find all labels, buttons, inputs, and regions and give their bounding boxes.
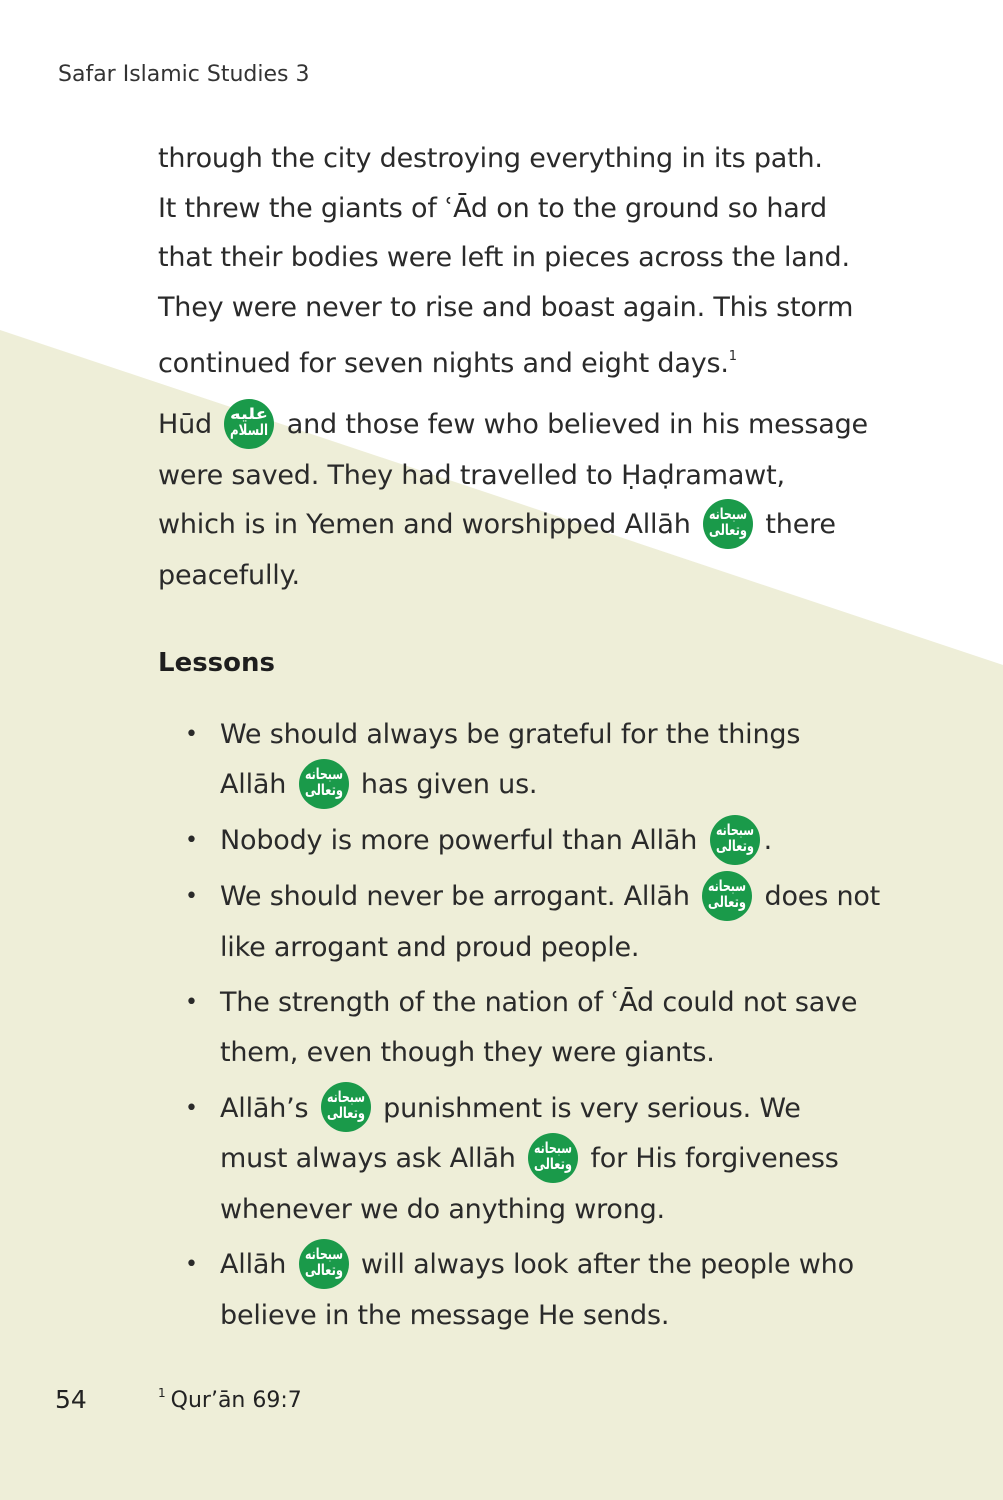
seal-calligraphy (703, 499, 753, 549)
text-fragment: which is in Yemen and worshipped Allāh (158, 509, 691, 541)
seal-calligraphy (224, 399, 274, 449)
text-line: We should always be grateful for the things (220, 719, 801, 750)
text-line: through the city destroying everything in its path. (158, 143, 823, 174)
text-line (158, 500, 878, 551)
text-line: that their bodies were left in pieces across the land. (158, 242, 850, 274)
svg-text:سبحانه: سبحانه (534, 1138, 573, 1157)
text-line (220, 1240, 905, 1291)
text-line-content: continued for seven nights and eight days. (158, 348, 729, 380)
bullet-icon: • (185, 1252, 198, 1277)
svg-text:سبحانه: سبحانه (715, 820, 754, 839)
text-fragment: for His forgiveness (590, 1143, 839, 1174)
lesson-item (185, 816, 905, 867)
bullet-icon: • (185, 884, 198, 909)
svg-text:سبحانه: سبحانه (304, 1244, 343, 1263)
subhanahu-seal-icon (299, 1239, 349, 1289)
story-paragraph-1 (158, 134, 878, 389)
text-fragment: Allāh (220, 769, 287, 800)
lessons-heading: Lessons (158, 648, 275, 678)
footnote-number: 1 (158, 1386, 166, 1400)
text-fragment: We should never be arrogant. Allāh (220, 881, 690, 912)
seal-calligraphy (702, 871, 752, 921)
text-line: They were never to rise and boast again. This storm (158, 291, 854, 323)
svg-text:سبحانه: سبحانه (304, 764, 343, 783)
text-line (220, 1084, 905, 1135)
text-line: were saved. They had travelled to Ḥaḍramawt, (158, 459, 785, 491)
seal-calligraphy (321, 1082, 371, 1132)
lessons-list (185, 710, 905, 1346)
svg-text:وتعالى: وتعالى (709, 520, 748, 539)
svg-text:وتعالى: وتعالى (715, 836, 754, 855)
bullet-icon: • (185, 990, 198, 1015)
lesson-item (185, 1240, 905, 1341)
svg-text:عليه: عليه (230, 404, 269, 423)
svg-text:سبحانه: سبحانه (709, 504, 748, 523)
bullet-icon: • (185, 722, 198, 747)
lesson-item (185, 978, 905, 1078)
subhanahu-seal-icon (702, 871, 752, 921)
page-number: 54 (55, 1385, 87, 1414)
svg-text:وتعالى: وتعالى (304, 780, 343, 799)
seal-calligraphy (299, 1239, 349, 1289)
lesson-item (185, 710, 905, 811)
text-line (158, 332, 878, 389)
text-fragment: Nobody is more powerful than Allāh (220, 825, 698, 856)
text-line (220, 816, 905, 867)
story-paragraph-2 (158, 400, 878, 600)
footnote-reference: 1 (728, 349, 737, 365)
svg-text:وتعالى: وتعالى (708, 892, 747, 911)
text-line (220, 872, 905, 923)
seal-calligraphy (299, 759, 349, 809)
text-fragment: must always ask Allāh (220, 1143, 516, 1174)
text-fragment: does not (764, 881, 881, 912)
footnote-text: Qur’ān 69:7 (170, 1388, 302, 1413)
seal-calligraphy (528, 1133, 578, 1183)
text-line: like arrogant and proud people. (220, 931, 640, 963)
text-line: believe in the message He sends. (220, 1299, 670, 1331)
bullet-icon: • (185, 1095, 198, 1121)
text-fragment: has given us. (360, 769, 538, 800)
text-fragment: will always look after the people who (360, 1249, 854, 1280)
footnote (158, 1386, 302, 1413)
alayhi-salam-seal-icon (224, 399, 274, 449)
svg-text:وتعالى: وتعالى (304, 1260, 343, 1279)
svg-text:سبحانه: سبحانه (326, 1088, 365, 1106)
text-fragment: Hūd (158, 409, 212, 440)
lesson-item (185, 872, 905, 973)
text-line: It threw the giants of ʿĀd on to the ground so hard (158, 192, 827, 224)
subhanahu-seal-icon (321, 1082, 371, 1132)
bullet-icon: • (185, 828, 198, 853)
svg-text:وتعالى: وتعالى (326, 1104, 365, 1122)
subhanahu-seal-icon (703, 499, 753, 549)
lesson-item (185, 1084, 905, 1235)
text-fragment: . (763, 825, 772, 856)
svg-text:وتعالى: وتعالى (534, 1154, 573, 1173)
svg-text:السلام: السلام (230, 420, 269, 439)
text-line: them, even though they were giants. (220, 1037, 715, 1068)
text-fragment: Allāh (220, 1249, 287, 1280)
subhanahu-seal-icon (710, 815, 760, 865)
svg-text:سبحانه: سبحانه (708, 876, 747, 895)
text-line (158, 400, 878, 451)
text-fragment: punishment is very serious. We (383, 1092, 801, 1124)
seal-calligraphy (710, 815, 760, 865)
text-fragment: Allāh’s (220, 1092, 309, 1124)
text-line: The strength of the nation of ʿĀd could not save (220, 987, 858, 1018)
text-line (220, 760, 905, 811)
subhanahu-seal-icon (528, 1133, 578, 1183)
running-header: Safar Islamic Studies 3 (58, 62, 310, 87)
text-line (220, 1134, 905, 1185)
text-fragment: there (765, 509, 836, 541)
text-fragment: and those few who believed in his message (286, 409, 868, 440)
text-line: whenever we do anything wrong. (220, 1193, 665, 1225)
text-line: peacefully. (158, 559, 300, 591)
subhanahu-seal-icon (299, 759, 349, 809)
